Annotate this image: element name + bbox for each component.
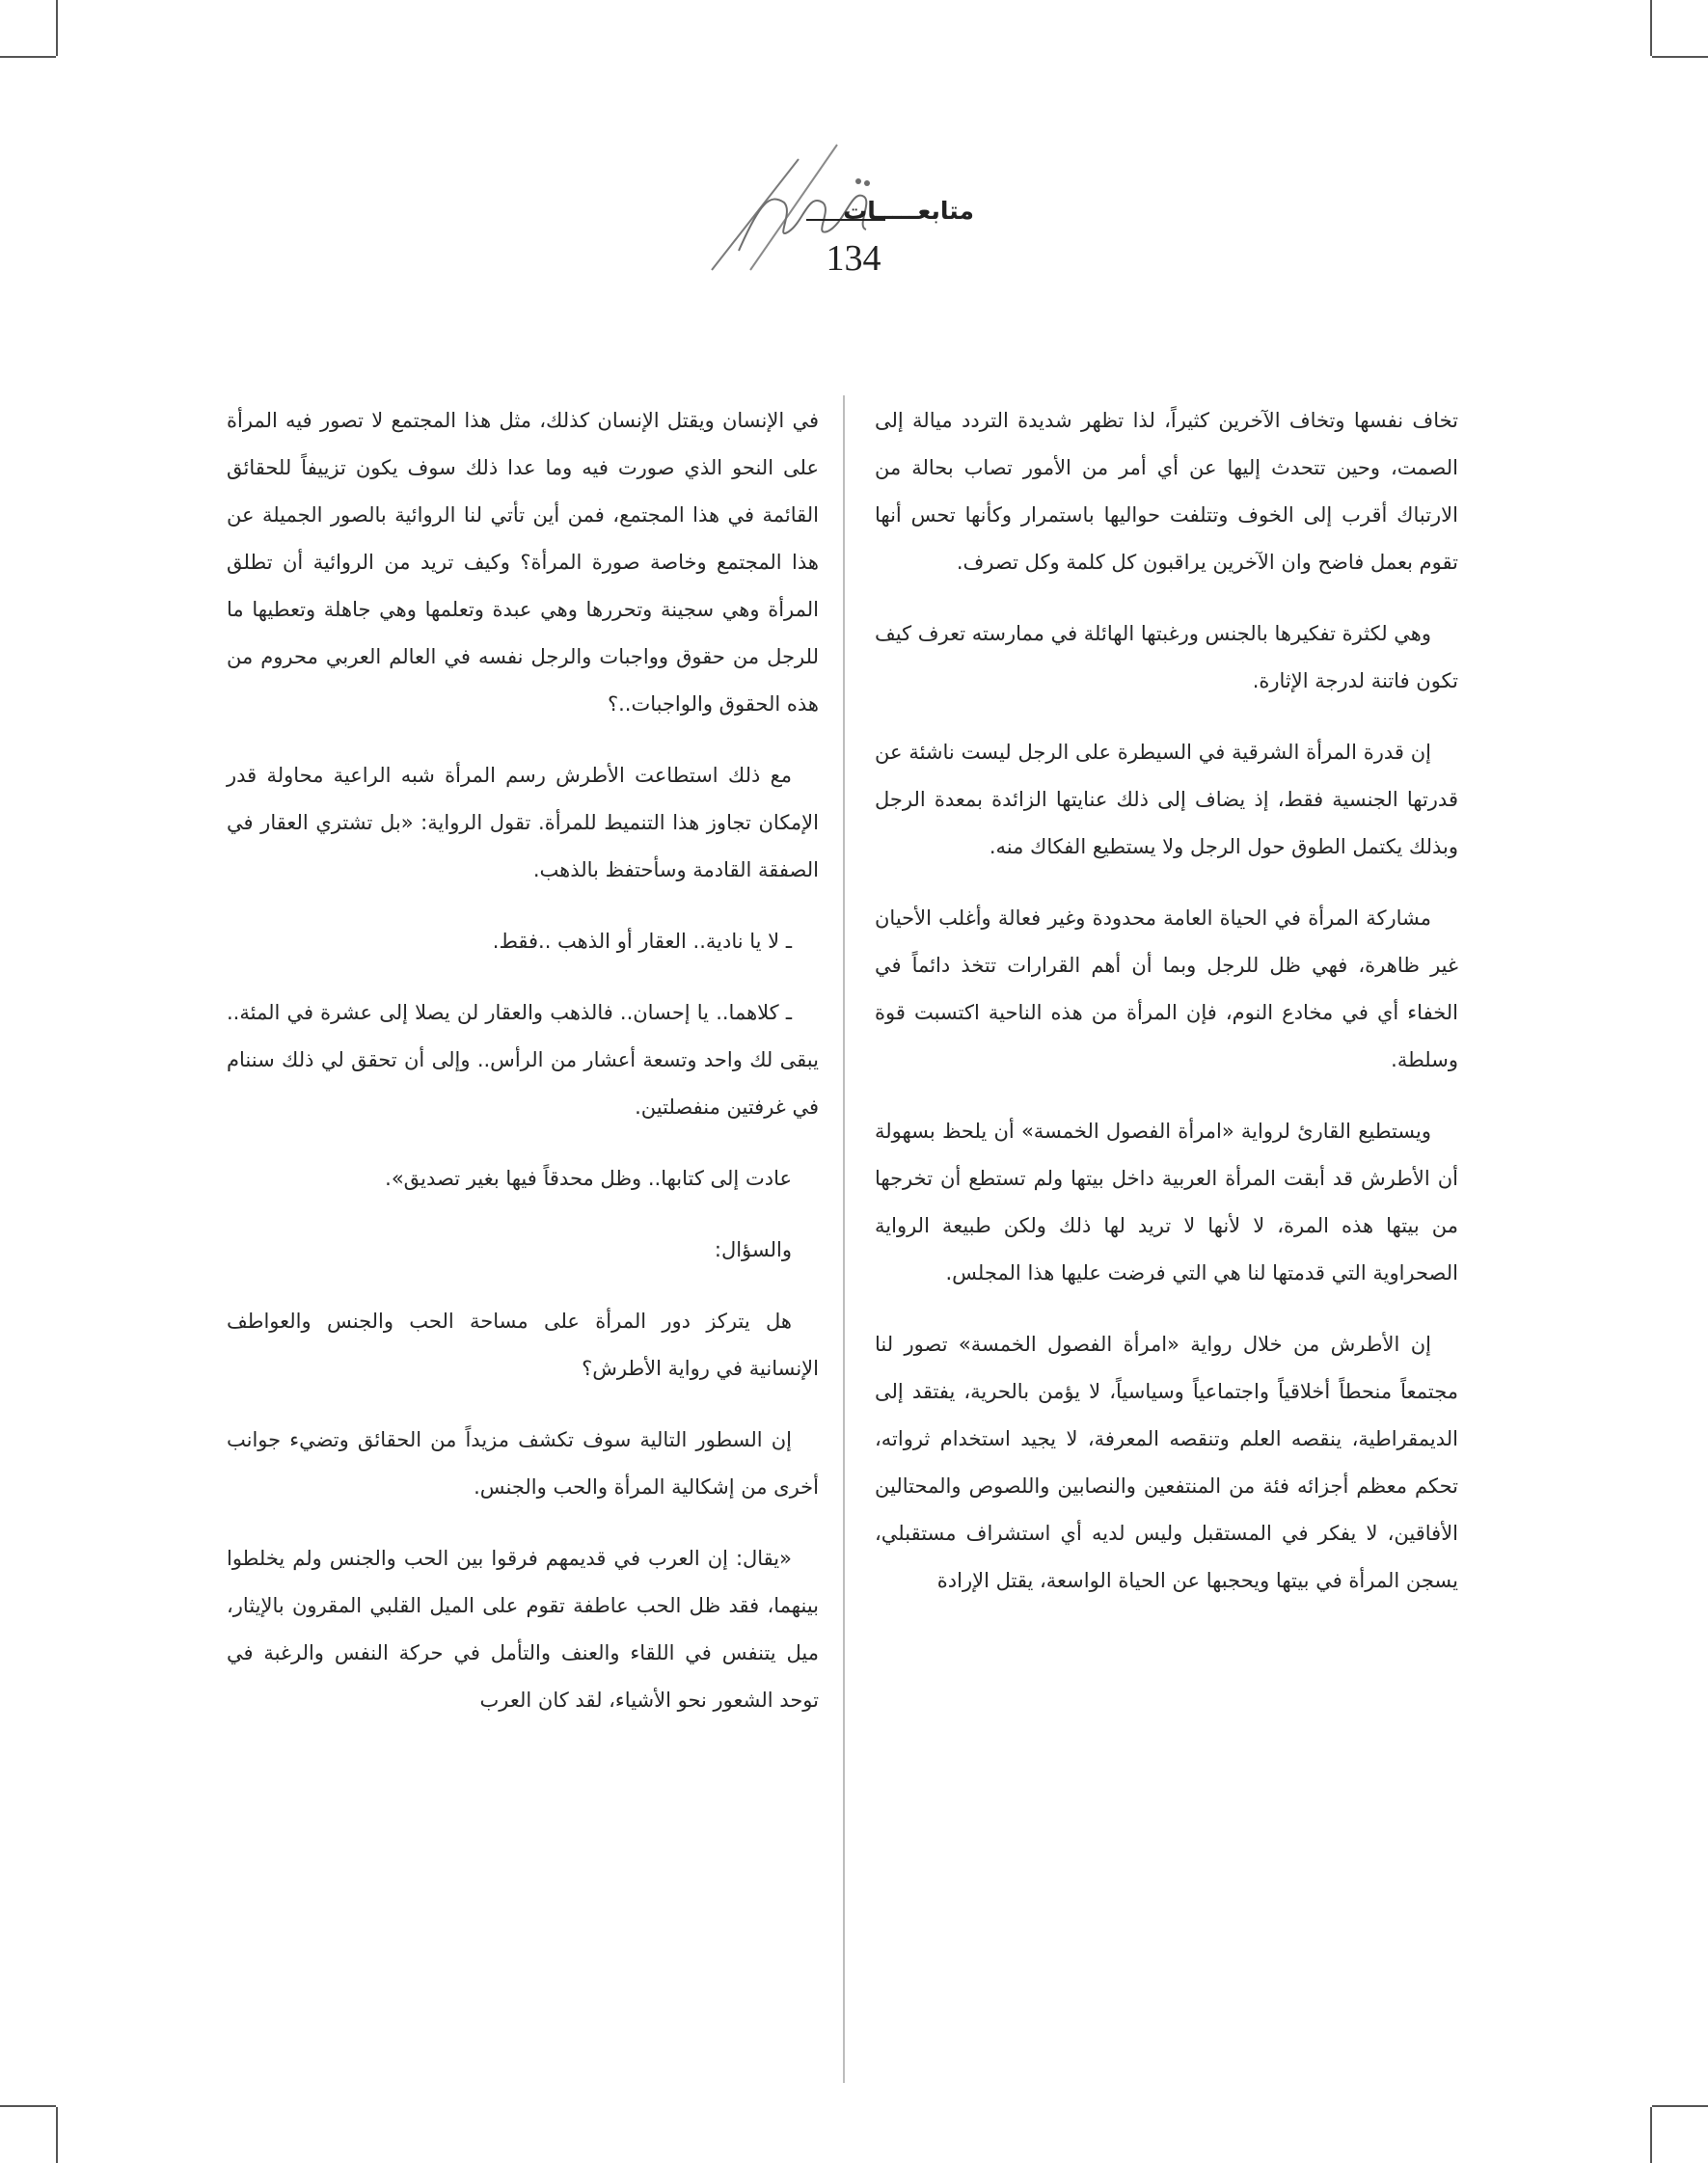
paragraph: إن السطور التالية سوف تكشف مزيداً من الحقائق وتضيء جوانب أخرى من إشكالية المرأة والحب والجنس. <box>227 1428 819 1499</box>
crop-mark <box>0 2105 56 2107</box>
crop-mark <box>56 0 58 56</box>
paragraph: عادت إلى كتابها.. وظل محدقاً فيها بغير تصديق». <box>385 1167 792 1190</box>
crop-mark <box>1652 56 1708 58</box>
dialogue-line: ـ كلاهما.. يا إحسان.. فالذهب والعقار لن يصلا إلى عشرة في المئة.. يبقى لك واحد وتسعة أعشار من الرأس.. وإلى أن تحقق لي ذلك سننام في غرفتين منفصلتين. <box>227 1001 819 1119</box>
dialogue-line: ـ لا يا نادية.. العقار أو الذهب ..فقط. <box>492 930 792 953</box>
paragraph: وهي لكثرة تفكيرها بالجنس ورغبتها الهائلة في ممارسته تعرف كيف تكون فاتنة لدرجة الإثارة. <box>875 622 1458 692</box>
paragraph: تخاف نفسها وتخاف الآخرين كثيراً، لذا تظهر شديدة التردد ميالة إلى الصمت، وحين تتحدث إليها عن أي أمر من الأمور تصاب بحالة من الارتباك أقرب إلى الخوف وتتلفت حواليها باستمرار وكأنها تحس أنها تقوم بعمل فاضح وان الآخرين يراقبون كل كلمة وكل تصرف. <box>875 409 1458 574</box>
crop-mark <box>0 56 56 58</box>
paragraph: هل يتركز دور المرأة على مساحة الحب والجنس والعواطف الإنسانية في رواية الأطرش؟ <box>227 1310 819 1380</box>
crop-mark <box>56 2107 58 2163</box>
column-divider <box>843 395 845 2083</box>
paragraph: إن الأطرش من خلال رواية «امرأة الفصول الخمسة» تصور لنا مجتمعاً منحطاً أخلاقياً واجتماعياً وسياسياً، لا يؤمن بالحرية، يفتقد إلى الديمقراطية، ينقصه العلم وتنقصه المعرفة، لا يجيد استخدام ثرواته، تحكم معظم أجزائه فئة من المنتفعين والنصابين واللصوص والمحتالين الأفاقين، لا يفكر في المستقبل وليس لديه أي استشراف مستقبلي، يسجن المرأة في بيتها ويحجبها عن الحياة الواسعة، يقتل الإرادة <box>875 1333 1458 1592</box>
paragraph: إن قدرة المرأة الشرقية في السيطرة على الرجل ليست ناشئة عن قدرتها الجنسية فقط، إذ يضاف إلى ذلك عنايتها الزائدة بمعدة الرجل وبذلك يكتمل الطوق حول الرجل ولا يستطيع الفكاك منه. <box>875 741 1458 858</box>
page-number: 134 <box>826 238 881 279</box>
paragraph: مشاركة المرأة في الحياة العامة محدودة وغير فعالة وأغلب الأحيان غير ظاهرة، فهي ظل للرجل وبما أن أهم القرارات تتخذ دائماً في الخفاء أي في مخادع النوم، فإن المرأة من هذه الناحية اكتسبت قوة وسلطة. <box>875 906 1458 1071</box>
paragraph: والسؤال: <box>714 1238 792 1261</box>
paragraph: في الإنسان ويقتل الإنسان كذلك، مثل هذا المجتمع لا تصور فيه المرأة على النحو الذي صورت فيه وما عدا ذلك سوف يكون تزييفاً للحقائق القائمة في هذا المجتمع، فمن أين تأتي لنا الروائية بالصور الجميلة عن هذا المجتمع وخاصة صورة المرأة؟ وكيف تريد من الروائية أن تطلق المرأة وهي سجينة وتحررها وهي عبدة وتعلمها وهي جاهلة وتعطيها ما للرجل من حقوق وواجبات والرجل نفسه في العالم العربي محروم من هذه الحقوق والواجبات..؟ <box>227 409 819 716</box>
text-column-left <box>227 397 819 1748</box>
text-column-right <box>875 397 1458 1629</box>
crop-mark <box>1652 2105 1708 2107</box>
paragraph: مع ذلك استطاعت الأطرش رسم المرأة شبه الراعية محاولة قدر الإمكان تجاوز هذا التنميط للمرأة. تقول الرواية: «بل تشتري العقار في الصفقة القادمة وسأحتفظ بالذهب. <box>227 764 819 881</box>
section-title: متابعـــــات <box>843 197 974 225</box>
crop-mark <box>1650 0 1652 56</box>
crop-mark <box>1650 2107 1652 2163</box>
paragraph: ويستطيع القارئ لرواية «امرأة الفصول الخمسة» أن يلحظ بسهولة أن الأطرش قد أبقت المرأة العربية داخل بيتها ولم تستطع أن تخرجها من بيتها هذه المرة، لا لأنها لا تريد لها ذلك ولكن طبيعة الرواية الصحراوية التي قدمتها لنا هي التي فرضت عليها هذا المجلس. <box>875 1120 1458 1284</box>
quotation: «يقال: إن العرب في قديمهم فرقوا بين الحب والجنس ولم يخلطوا بينهما، فقد ظل الحب عاطفة تقوم على الميل القلبي المقرون بالإيثار، ميل يتنفس في اللقاء والعنف والتأمل في حركة النفس والرغبة في توحد الشعور نحو الأشياء، لقد كان العرب <box>227 1547 819 1712</box>
